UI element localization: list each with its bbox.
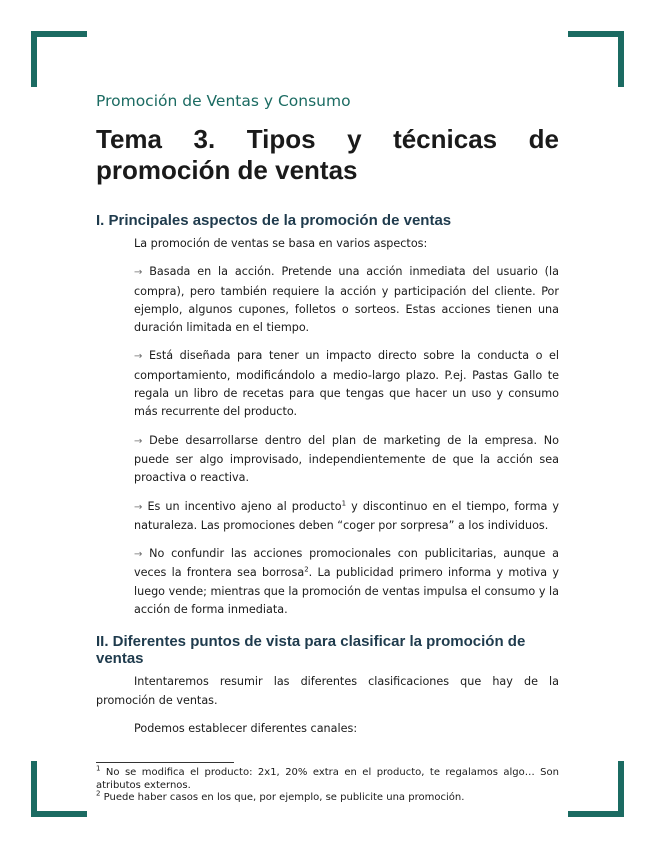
footnote-2-number: 2 [96,789,101,798]
arrow-icon: → [134,435,143,447]
bullet-3 [96,432,559,488]
footnote-2-text: Puede haber casos en los que, por ejemplo, se publicite una promoción. [100,792,465,804]
section-1-intro: La promoción de ventas se basa en varios aspectos: [134,237,428,250]
footnote-1-number: 1 [96,764,101,773]
section-2-heading: II. Diferentes puntos de vista para clasificar la promoción de ventas [96,633,526,668]
bullet-3-text: Debe desarrollarse dentro del plan de marketing de la empresa. No puede ser algo improvisado, independientemente de que la acción sea proactiva o reactiva. [134,433,559,485]
footnote-1-text: No se modifica el producto: 2x1, 20% extra en el producto, te regalamos algo… Son atributos externos. [96,767,559,791]
bullet-4-text-a: Es un incentivo ajeno al producto [147,499,342,513]
corner-frame-top-left [31,31,87,87]
bullet-5-text-a: No confundir las acciones promocionales con publicitarias, aunque a veces la frontera sea borrosa [134,547,559,580]
corner-frame-top-right [568,31,624,87]
section-1-heading: I. Principales aspectos de la promoción de ventas [96,212,452,229]
arrow-icon: → [134,501,143,513]
corner-frame-bottom-left [31,761,87,817]
corner-frame-bottom-right [568,761,624,817]
subject-name: Promoción de Ventas y Consumo [96,92,351,110]
footnote-divider [96,762,234,763]
footnote-ref-2: 2 [304,565,309,574]
bullet-2 [96,347,559,421]
footnote-2 [96,789,559,805]
footnote-1 [96,764,559,792]
arrow-icon: → [134,351,143,363]
bullet-1 [96,263,559,337]
footnote-ref-1: 1 [341,498,347,507]
bullet-5 [96,545,559,619]
bullet-2-text: Está diseñada para tener un impacto directo sobre la conducta o el comportamiento, modificándolo a medio-largo plazo. P.ej. Pastas Gallo te regala un libro de recetas para que tengas que hacer un uso y consumo más recurrente del producto. [134,349,559,419]
bullet-4 [96,498,559,536]
page-content [96,92,559,805]
arrow-icon: → [134,549,143,561]
bullet-4-text-b: y discontinuo en el tiempo, forma y naturaleza. Las promociones deben “coger por sorpresa” a los individuos. [134,499,559,532]
arrow-icon: → [134,267,143,279]
bullet-5-text-b: . La publicidad primero informa y motiva y luego vende; mientras que la promoción de ventas impulsa el consumo y la acción de forma inmediata. [134,566,559,617]
page-title: Tema 3. Tipos y técnicas de promoción de ventas [96,124,559,185]
bullet-1-text: Basada en la acción. Pretende una acción inmediata del usuario (la compra), pero también requiere la acción y participación del cliente. Por ejemplo, algunos cupones, folletos o sorteos. Estas acciones tienen una duración limitada en el tiempo. [134,265,559,335]
section-2-paragraph-1: Intentaremos resumir las diferentes clasificaciones que hay de la promoción de ventas. [96,675,559,707]
section-2-paragraph-2: Podemos establecer diferentes canales: [134,721,358,735]
